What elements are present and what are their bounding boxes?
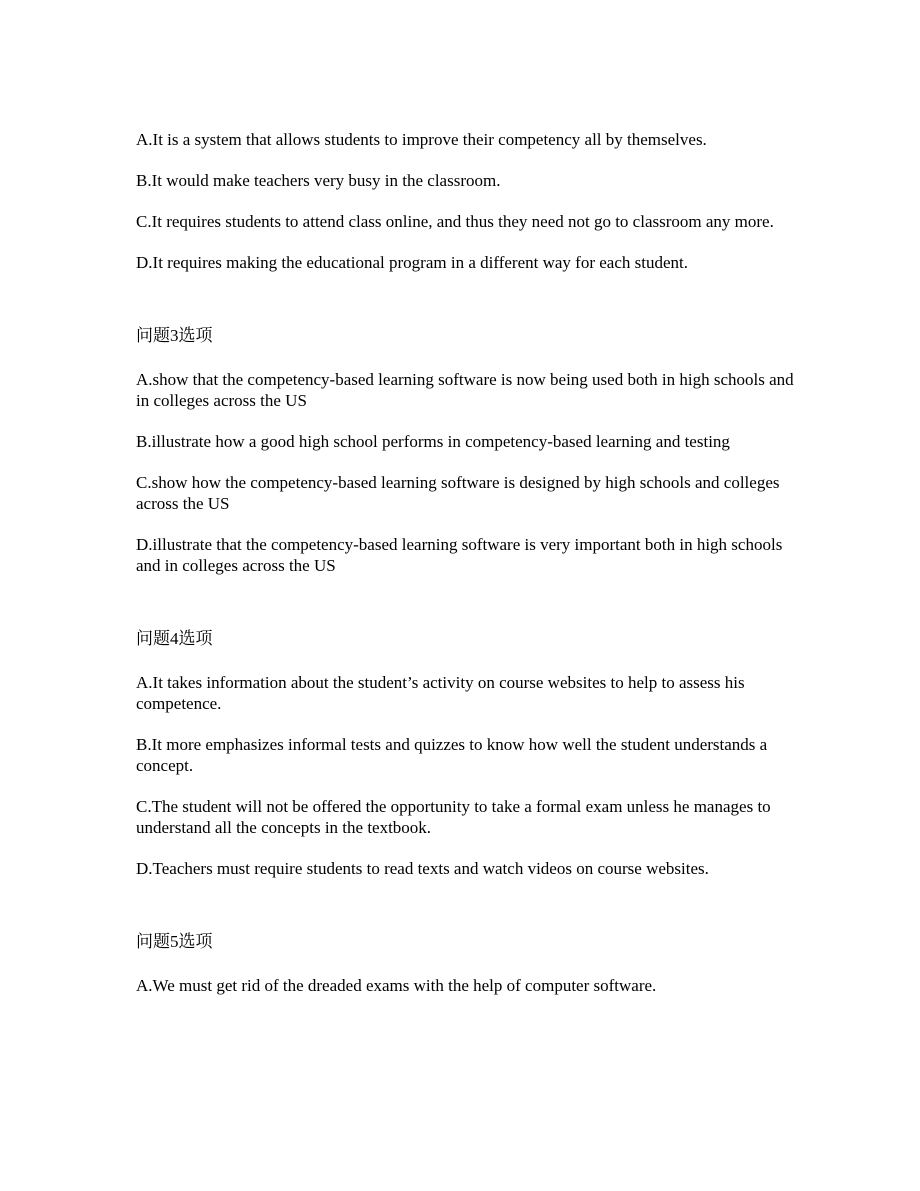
option-a: A.It takes information about the student’s activity on course websites to help to assess his competence. — [136, 673, 745, 713]
question-heading: 问题4选项 — [136, 629, 213, 648]
option-c: C.It requires students to attend class online, and thus they need not go to classroom any more. — [136, 212, 774, 231]
option-b: B.It would make teachers very busy in the classroom. — [136, 171, 501, 190]
question-3-options — [136, 325, 796, 576]
question-2-options — [136, 129, 796, 273]
option-d: D.Teachers must require students to read texts and watch videos on course websites. — [136, 859, 709, 878]
option-d: D.It requires making the educational program in a different way for each student. — [136, 253, 688, 272]
question-heading: 问题3选项 — [136, 326, 213, 345]
document-content — [136, 129, 796, 996]
option-a: A.It is a system that allows students to improve their competency all by themselves. — [136, 130, 707, 149]
option-a: A.We must get rid of the dreaded exams with the help of computer software. — [136, 976, 657, 995]
question-4-options — [136, 628, 796, 879]
option-d: D.illustrate that the competency-based learning software is very important both in high schools and in colleges across the US — [136, 535, 783, 575]
question-5-options — [136, 931, 796, 996]
question-heading: 问题5选项 — [136, 932, 213, 951]
option-c: C.show how the competency-based learning software is designed by high schools and colleges across the US — [136, 473, 780, 513]
option-b: B.illustrate how a good high school performs in competency-based learning and testing — [136, 432, 730, 451]
option-a: A.show that the competency-based learning software is now being used both in high schools and in colleges across the US — [136, 370, 794, 410]
option-b: B.It more emphasizes informal tests and quizzes to know how well the student understands a concept. — [136, 735, 768, 775]
option-c: C.The student will not be offered the opportunity to take a formal exam unless he manages to understand all the concepts in the textbook. — [136, 797, 771, 837]
